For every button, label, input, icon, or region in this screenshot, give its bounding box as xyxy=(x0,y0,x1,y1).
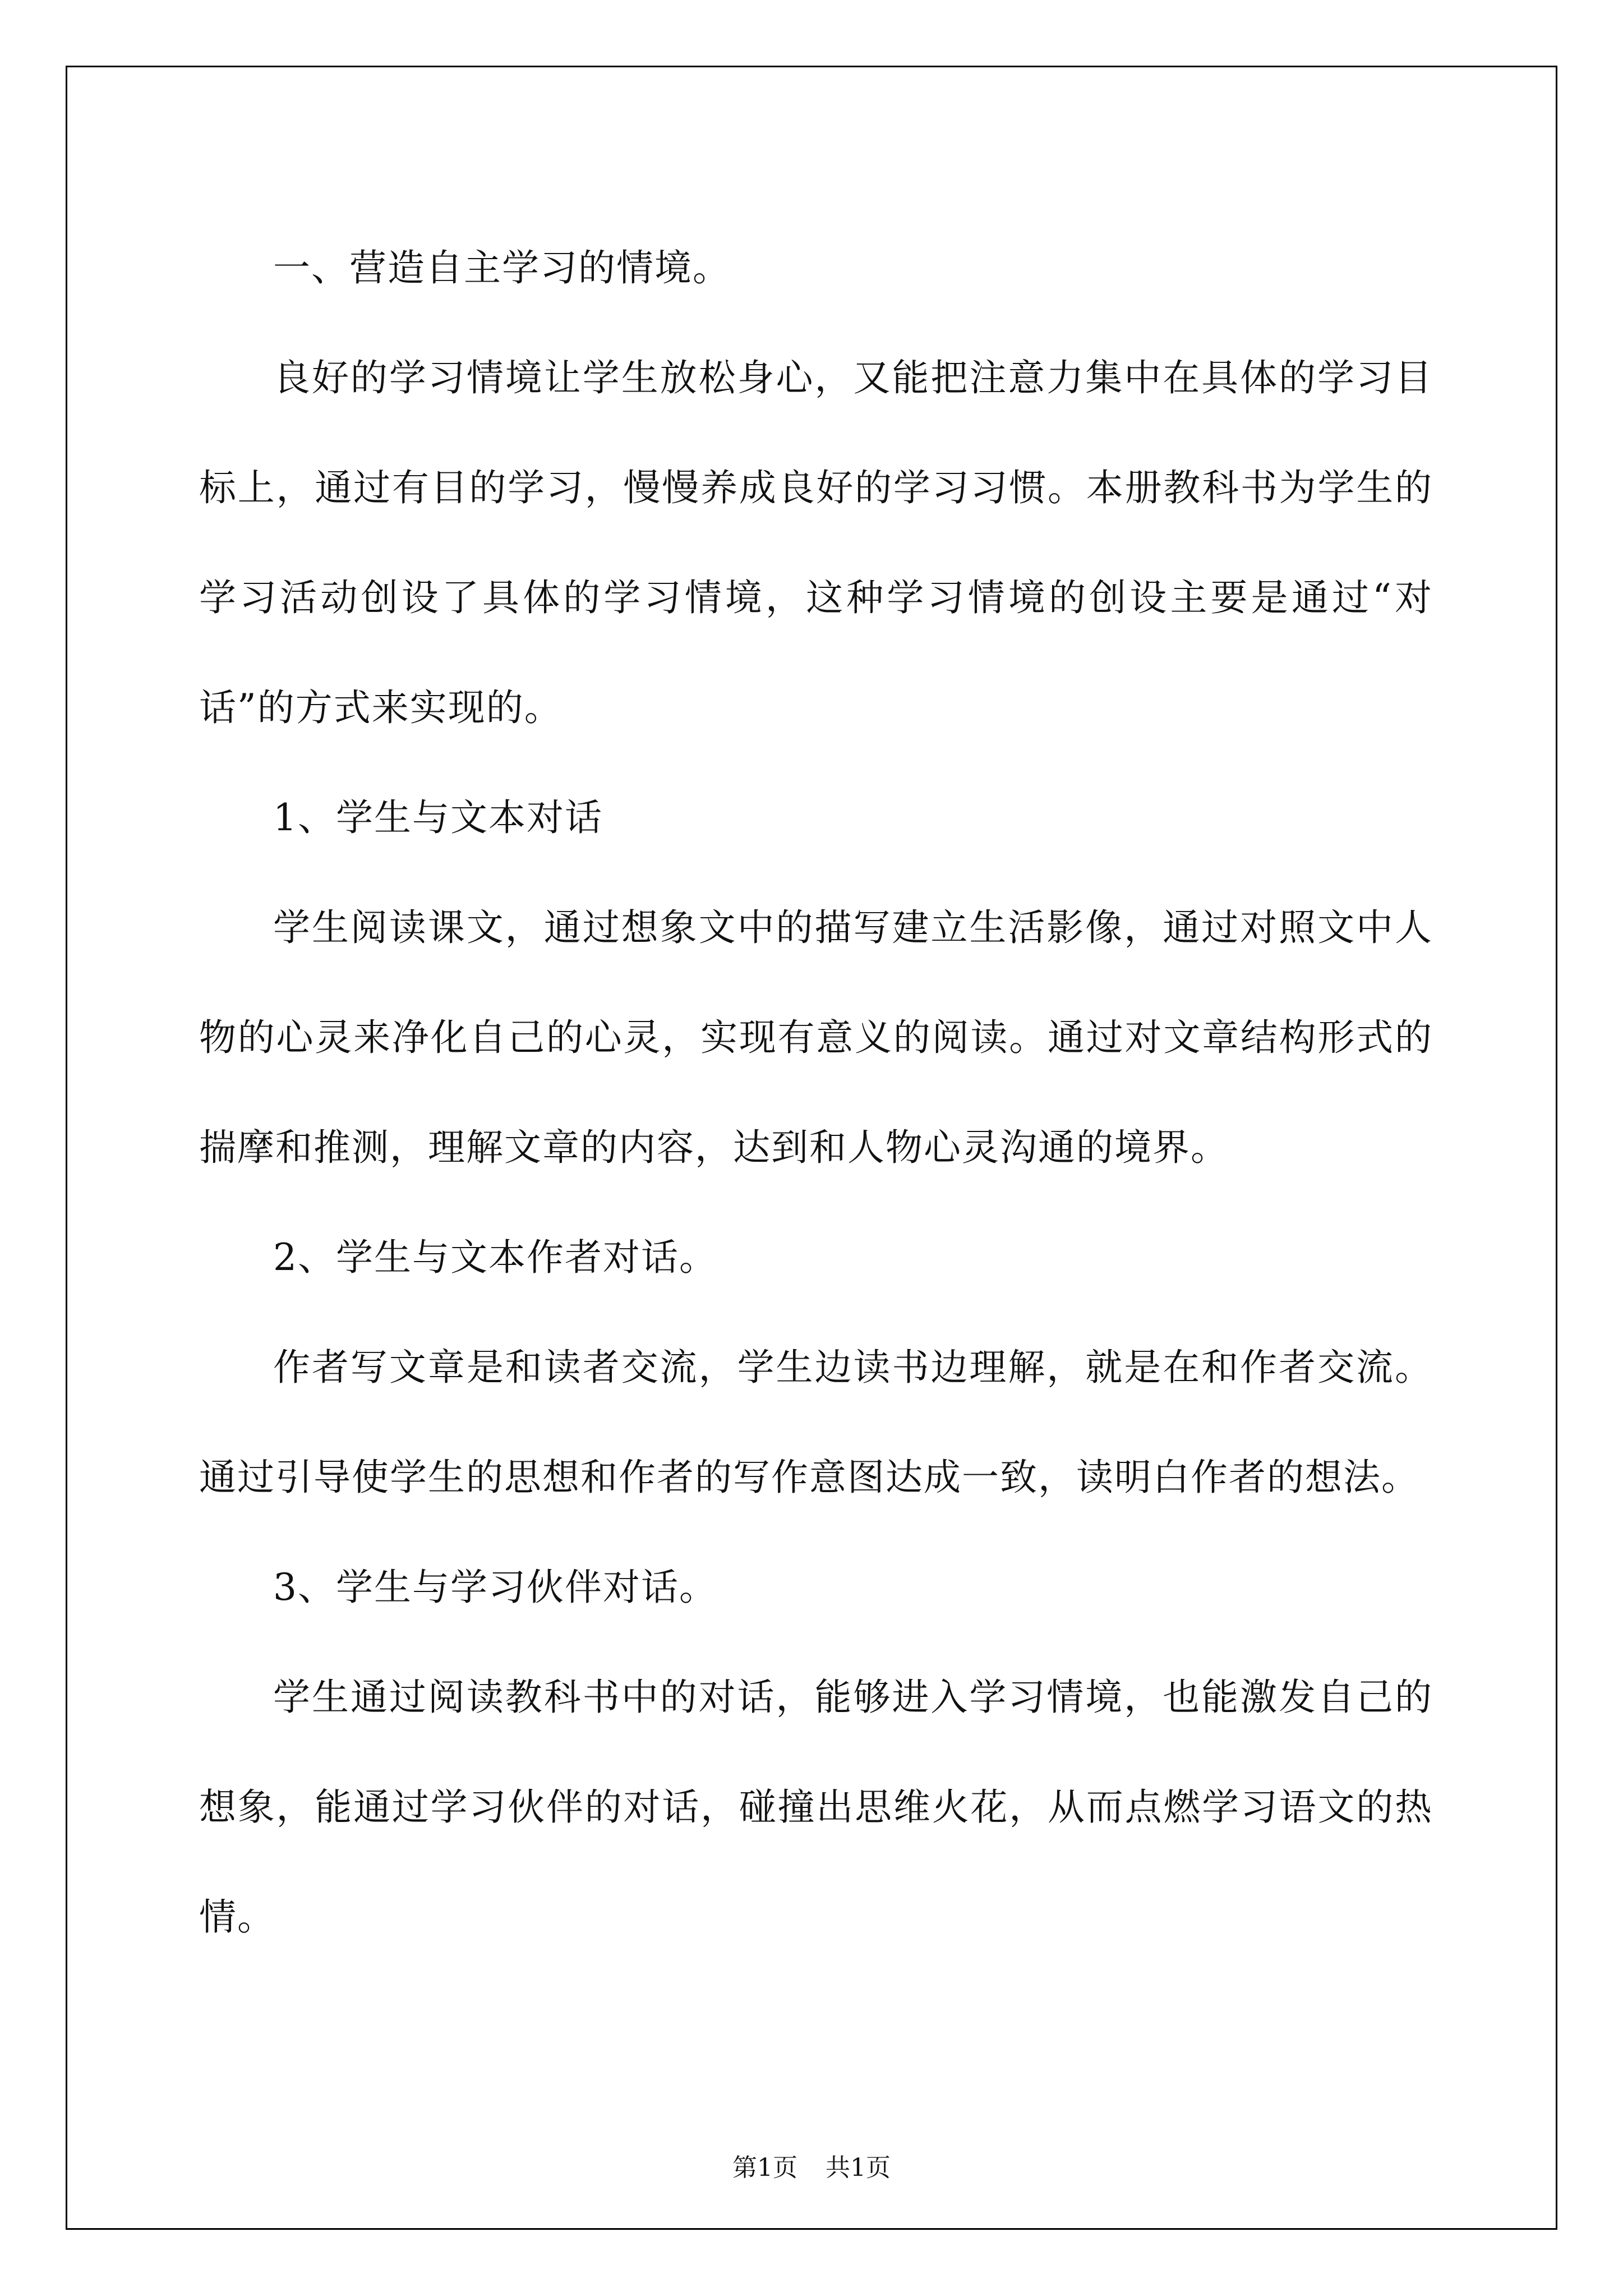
subheading: 1、学生与文本对话 xyxy=(273,796,603,839)
subheading: 2、学生与文本作者对话。 xyxy=(273,1236,717,1279)
paragraph: 学生通过阅读教科书中的对话，能够进入学习情境，也能激发自己的想象，能通过学习伙伴的对话，碰撞出思维火花，从而点燃学习语文的热情。 xyxy=(199,1676,1433,1939)
page-footer xyxy=(0,2147,1623,2183)
section-heading: 一、营造自主学习的情境。 xyxy=(273,246,731,289)
subheading: 3、学生与学习伙伴对话。 xyxy=(273,1566,717,1609)
document-body xyxy=(199,213,1433,1972)
paragraph: 良好的学习情境让学生放松身心，又能把注意力集中在具体的学习目标上，通过有目的学习，慢慢养成良好的学习习惯。本册教科书为学生的学习活动创设了具体的学习情境，这种学习情境的创设主要是通过“对话”的方式来实现的。 xyxy=(199,356,1433,729)
page-total: 共1页 xyxy=(826,2154,891,2182)
paragraph: 学生阅读课文，通过想象文中的描写建立生活影像，通过对照文中人物的心灵来净化自己的心灵，实现有意义的阅读。通过对文章结构形式的揣摩和推测，理解文章的内容，达到和人物心灵沟通的境界。 xyxy=(199,906,1433,1169)
page-number: 第1页 xyxy=(732,2154,797,2182)
paragraph: 作者写文章是和读者交流，学生边读书边理解，就是在和作者交流。通过引导使学生的思想和作者的写作意图达成一致，读明白作者的想法。 xyxy=(199,1346,1433,1499)
